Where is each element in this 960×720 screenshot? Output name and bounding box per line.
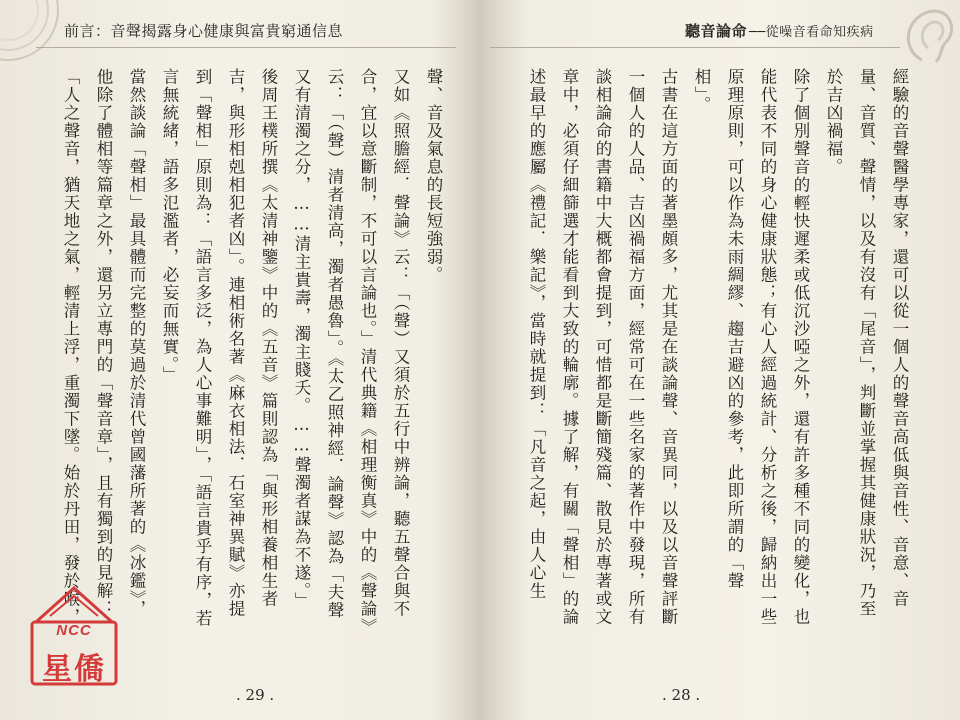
seal-name-text: 星僑 (42, 652, 106, 687)
right-running-header (685, 20, 874, 41)
left-body-text (54, 68, 450, 628)
ear-ornament-icon (0, 0, 68, 70)
seal-ncc-text: NCC (56, 622, 92, 639)
left-paragraph: 又如《照膽經．聲論》云：「（聲）又須於五行中辨論，聽五聲合與不合，宜以意斷制，不可以言論也。」清代典籍《相理衡真》中的《聲論》云：「（聲）清者清高，濁者愚魯」。《太乙照神經．論聲》認為「夫聲又有清濁之分，……清主貴壽，濁主賤夭。……聲濁者謀為不遂。」 (292, 68, 410, 628)
left-header-rule (36, 47, 456, 48)
book-subtitle: ──從噪音看命知疾病 (749, 25, 874, 40)
right-paragraph: 除了個別聲音的輕快遲柔或低沉沙啞之外，還有許多種不同的變化，也能代表不同的身心健康狀態；有心人經過統計、分析之後，歸納出一些原理原則，可以作為未雨綢繆、趨吉避凶的參考，此即所謂的「聲相」。 (692, 68, 810, 626)
right-page-number: . 28 . (662, 686, 701, 704)
left-page-number: . 29 . (236, 686, 275, 704)
left-paragraph: 聲、音及氣息的長短強弱。 (424, 68, 443, 284)
left-paragraph: 當然談論「聲相」最具體而完整的莫過於清代曾國藩所著的《冰鑑》，他除了體相等篇章之外，還另立專門的「聲音章」，且有獨到的見解：「人之聲音，猶天地之氣，輕清上浮，重濁下墜。始於丹田，發於喉， (61, 68, 146, 626)
left-running-header: 前言：音聲揭露身心健康與富貴窮通信息 (64, 22, 344, 40)
book-title: 聽音論命 (685, 22, 748, 40)
ear-ornament-icon (892, 0, 960, 70)
ncc-seal-stamp (28, 582, 120, 688)
right-page (480, 0, 960, 720)
right-body-text (520, 68, 916, 628)
left-paragraph: 後周王樸所撰《太清神鑒》中的《五音》篇則認為「與形相養相生者吉，與形相剋相犯者凶」。連相術名著《麻衣相法．石室神異賦》亦提到「聲相」原則為：「語言多泛，為人心事難明」，「語言貴乎有序，若言無統緒，語多氾濫者，必妄而無實。」 (160, 68, 278, 628)
right-paragraph: 經驗的音聲醫學專家，還可以從一個人的聲音高低與音性、音意、音量、音質、聲情，以及有沒有「尾音」，判斷並掌握其健康狀況，乃至於吉凶禍福。 (824, 68, 909, 618)
right-header-rule (490, 47, 900, 48)
right-paragraph: 古書在這方面的著墨頗多，尤其是在談論聲、音異同，以及以音聲評斷一個人的人品、吉凶禍福方面，經常可在一些名家的著作中發現，所有談相論命的書籍中大概都會提到，可惜都是斷簡殘篇、散見於專著或文章中，必須仔細篩選才能看到大致的輪廓。據了解，有關「聲相」的論述最早的應屬《禮記．樂記》，當時就提到：「凡音之起，由人心生 (527, 68, 678, 626)
